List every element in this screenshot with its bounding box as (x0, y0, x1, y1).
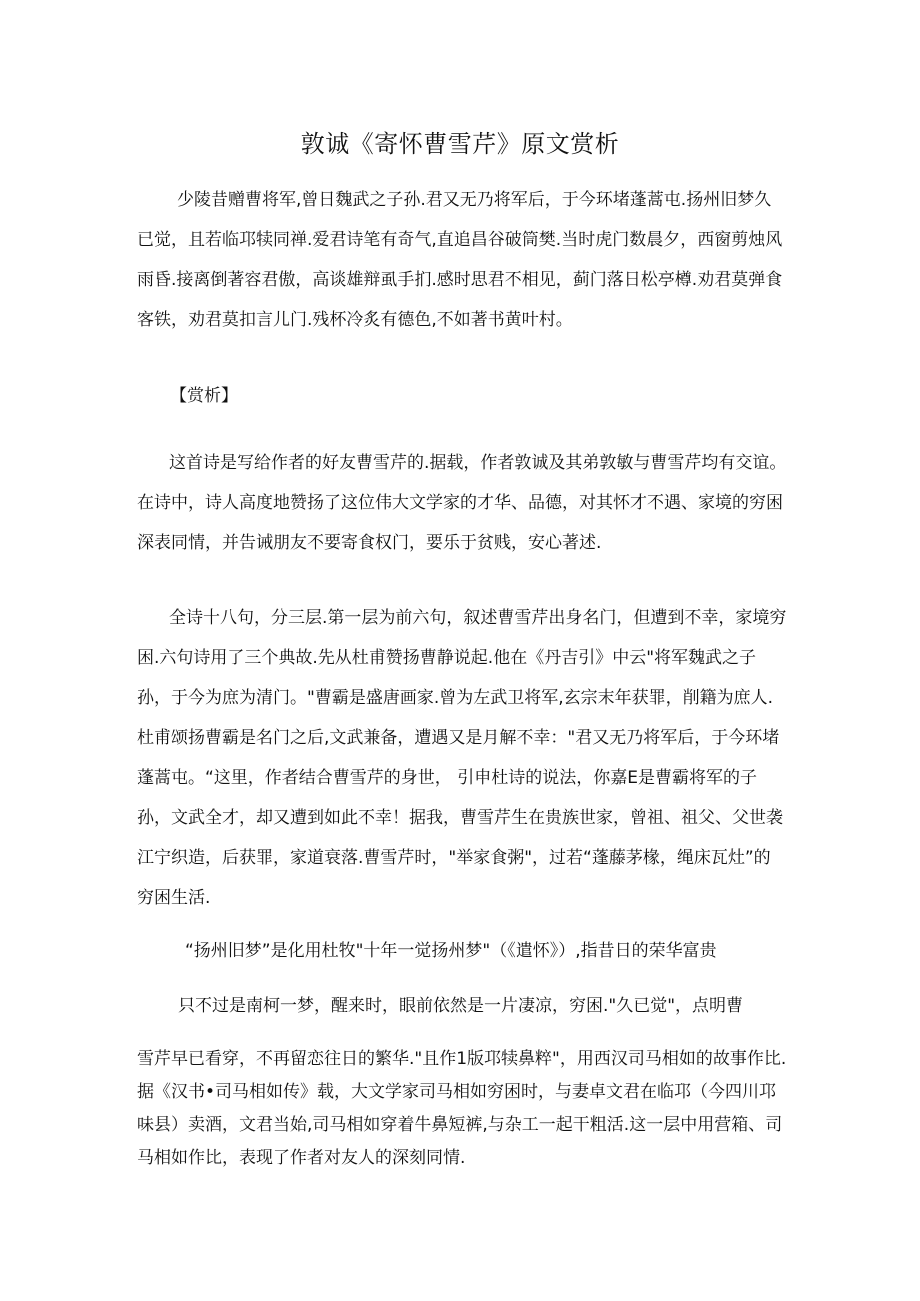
paragraph-2: 全诗十八句，分三层.第一层为前六句，叙述曹雪芹出身名门，但遭到不幸，家境穷困.六句诗用了三个典故.先从杜甫赞扬曹静说起.他在《丹吉引》中云"将军魏武之子孙，于今为庶为清门。"曹霸是盛唐画家.曾为左武卫将军,玄宗末年获罪，削籍为庶人.杜甫颂扬曹霸是名门之后,文武兼备，遭遇又是月解不幸："君又无乃将军后，于今环堵蓬蒿屯。“这里，作者结合曹雪芹的身世， 引申杜诗的说法，你嘉E是曹霸将军的子孙，文武全才，却又遭到如此不幸！据我，曹雪芹生在贵族世家，曾祖、祖父、父世袭江宁织造，后获罪，家道衰落.曹雪芹时，"举家食粥"，过若“蓬藤茅椽，绳床瓦灶”的穷困生活. (137, 608, 787, 908)
paragraph-4: 只不过是南柯一梦，醒来时，眼前依然是一片凄凉，穷困."久已觉"，点明曹 (178, 996, 744, 1016)
document-title: 敦诚《寄怀曹雪芹》原文赏析 (300, 130, 620, 158)
poem-text: 少陵昔赠曹将军,曾日魏武之子孙.君又无乃将军后，于今环堵蓬蒿屯.扬州旧梦久已觉，且若临邛犊同禅.爱君诗笔有奇气,直追昌谷破筒樊.当时虎门数晨夕，西窗剪烛风雨昏.接离倒著容君傲，高谈雄辩虱手扪.感时思君不相见，蓟门落日松亭樽.劝君莫弹食客铁，劝君莫扣言儿门.残杯冷炙有德色,不如著书黄叶村。 (137, 190, 783, 330)
paragraph-1: 这首诗是写给作者的好友曹雪芹的.据载，作者敦诚及其弟敦敏与曹雪芹均有交谊。在诗中，诗人高度地赞扬了这位伟大文学家的才华、品德，对其怀才不遇、家境的穷困深表同情，并告诫朋友不要寄食权门，要乐于贫贱，安心著述. (137, 453, 787, 553)
paragraph-3: “扬州旧梦”是化用杜牧"十年一觉扬州梦"（《遣怀》）,指昔日的荣华富贵 (185, 941, 717, 961)
paragraph-5: 雪芹早已看穿，不再留恋往日的繁华."且作1版邛犊鼻粹"，用西汉司马相如的故事作比.据《汉书•司马相如传》载，大文学家司马相如穷困时，与妻卓文君在临邛（今四川邛味县）卖酒，文君当始,司马相如穿着牛鼻短裤,与杂工一起干粗活.这一层中用营箱、司马相如作比，表现了作者对友人的深刻同情. (137, 1049, 787, 1168)
section-heading: 【赏析】 (170, 386, 238, 406)
